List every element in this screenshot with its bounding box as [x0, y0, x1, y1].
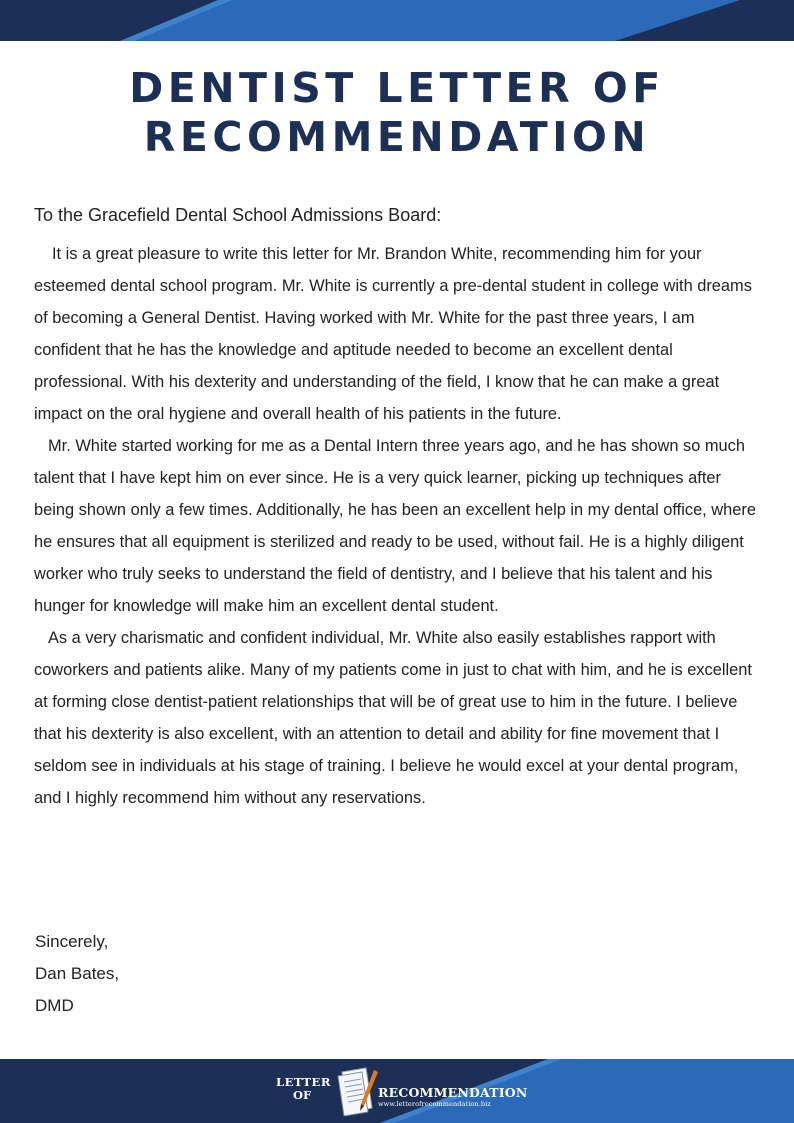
body-paragraph: Mr. White started working for me as a Dental Intern three years ago, and he has shown so much talent that I have kept him on ever since. He is a very quick learner, picking up techniques after being shown only a few times. Additionally, he has been an excellent help in my dental office, where he ensures that all equipment is sterilized and ready to be used, without fail. He is a highly diligent worker who truly seeks to understand the field of dentistry, and I believe that his talent and his hunger for knowledge will make him an excellent dental student.	[34, 437, 756, 615]
salutation: To the Gracefield Dental School Admissions Board:	[34, 205, 442, 225]
closing: Sincerely,	[35, 932, 109, 951]
logo-word-of: OF	[293, 1088, 312, 1102]
signer-title: DMD	[35, 996, 74, 1015]
signature-block	[35, 926, 119, 1022]
logo-word-recommendation: RECOMMENDATION	[378, 1085, 528, 1100]
top-banner	[0, 0, 794, 41]
logo-word-letter: LETTER	[276, 1075, 331, 1089]
page-title	[0, 64, 794, 162]
title-line-1: DENTIST LETTER OF	[129, 64, 665, 112]
title-line-2: RECOMMENDATION	[143, 113, 651, 161]
body-paragraph: It is a great pleasure to write this letter for Mr. Brandon White, recommending him for your esteemed dental school program. Mr. White is currently a pre-dental student in college with dreams of becoming a General Dentist. Having worked with Mr. White for the past three years, I am confident that he has the knowledge and aptitude needed to become an excellent dental professional. With his dexterity and understanding of the field, I know that he can make a great impact on the oral hygiene and overall health of his patients in the future.	[34, 245, 752, 423]
body-paragraph: As a very charismatic and confident individual, Mr. White also easily establishes rapport with coworkers and patients alike. Many of my patients come in just to chat with him, and he is excellent at forming close dentist-patient relationships that will be of great use to him in the future. I believe that his dexterity is also excellent, with an attention to detail and ability for fine movement that I seldom see in individuals at his stage of training. I believe he would excel at your dental program, and I highly recommend him without any reservations.	[34, 629, 752, 807]
footer-logo	[276, 1066, 528, 1116]
letter-body	[34, 238, 762, 814]
signer-name: Dan Bates,	[35, 964, 120, 983]
logo-url: www.letterofrecommendation.biz	[378, 1100, 491, 1108]
document-quill-icon	[336, 1066, 380, 1116]
